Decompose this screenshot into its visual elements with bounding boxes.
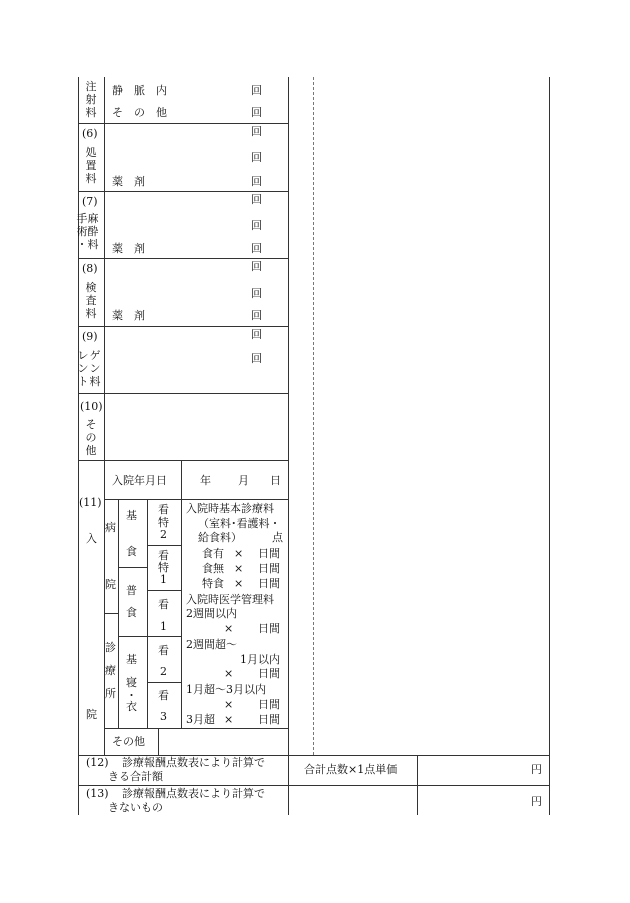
adm-other-divider bbox=[158, 728, 159, 755]
bedding-2: 寝 bbox=[126, 676, 137, 689]
nurse-1-a: 看 bbox=[158, 598, 169, 611]
treatment-drug: 薬 剤 bbox=[112, 175, 145, 188]
row13-number: (13) bbox=[86, 787, 109, 800]
xray-label-b: ゲ ン 料 bbox=[89, 349, 101, 388]
nurse-sp1-c: 1 bbox=[160, 573, 167, 586]
injection-other: そ の 他 bbox=[112, 106, 167, 119]
exam-number: (8) bbox=[82, 262, 98, 275]
treatment-unit-3: 回 bbox=[251, 175, 262, 188]
nurse-sp1-a: 看 bbox=[158, 549, 169, 562]
exam-drug: 薬 剤 bbox=[112, 309, 145, 322]
within-2w-days: 日間 bbox=[258, 622, 280, 635]
admission-date-label: 入院年月日 bbox=[112, 474, 167, 487]
within-2w: 2週間以内 bbox=[186, 607, 237, 620]
admission-label-top: 入 bbox=[86, 532, 97, 545]
xray-unit-2: 回 bbox=[251, 352, 262, 365]
adm-other-top bbox=[104, 728, 288, 729]
nurse-sp2-c: 2 bbox=[160, 528, 167, 541]
clinic-label-2: 療 bbox=[105, 664, 116, 677]
anesthesia-number: (7) bbox=[82, 195, 98, 208]
nurse-2-c: 2 bbox=[160, 665, 167, 678]
injection-other-unit: 回 bbox=[251, 106, 262, 119]
within-1m-x: × bbox=[224, 667, 234, 680]
admission-month: 月 bbox=[238, 474, 249, 487]
meal-line-3-unit: 日間 bbox=[258, 577, 280, 590]
adm-nurse-sep4 bbox=[147, 682, 181, 683]
basic-fee-title: 入院時基本診療料 bbox=[186, 502, 274, 515]
treatment-unit-1: 回 bbox=[251, 125, 262, 138]
left-border bbox=[78, 77, 79, 815]
meal-regular-1: 普 bbox=[126, 584, 137, 597]
row12-text2: きる合計額 bbox=[108, 770, 163, 783]
meal-line-2-unit: 日間 bbox=[258, 562, 280, 575]
row13-text: 診療報酬点数表により計算で bbox=[122, 787, 265, 800]
sep-treatment bbox=[78, 191, 288, 192]
clinic-label-1: 診 bbox=[105, 641, 116, 654]
bedding-4: 衣 bbox=[126, 700, 137, 713]
treatment-unit-2: 回 bbox=[251, 151, 262, 164]
nurse-sp1-b: 特 bbox=[158, 561, 169, 574]
admission-other: その他 bbox=[112, 735, 145, 748]
basic-fee-sub: （室料･看護料・ bbox=[198, 517, 281, 530]
admission-day: 日 bbox=[270, 474, 281, 487]
adm-meal-sep2 bbox=[118, 636, 147, 637]
adm-nurse-sep1 bbox=[147, 545, 181, 546]
treatment-number: (6) bbox=[82, 127, 98, 140]
other-label: そ の 他 bbox=[85, 418, 97, 457]
adm-date-bottom bbox=[104, 499, 288, 500]
med-mgmt-title: 入院時医学管理料 bbox=[186, 593, 274, 606]
bedding-3: ・ bbox=[126, 689, 137, 702]
adm-nurse-sep2 bbox=[147, 590, 181, 591]
bedding-1: 基 bbox=[126, 653, 137, 666]
anesthesia-unit-2: 回 bbox=[251, 219, 262, 232]
meal-line-1-unit: 日間 bbox=[258, 547, 280, 560]
nurse-sp2-b: 特 bbox=[158, 516, 169, 529]
nurse-2-a: 看 bbox=[158, 644, 169, 657]
injection-iv-unit: 回 bbox=[251, 84, 262, 97]
anesthesia-unit-1: 回 bbox=[251, 193, 262, 206]
sep-other bbox=[78, 460, 288, 461]
exam-label: 検 査 料 bbox=[85, 281, 97, 320]
exam-unit-1: 回 bbox=[251, 260, 262, 273]
adm-meal-divider bbox=[147, 499, 148, 728]
anesthesia-drug: 薬 剤 bbox=[112, 242, 145, 255]
anesthesia-label-a: 麻 酔 料 bbox=[87, 212, 99, 251]
other-number: (10) bbox=[80, 400, 103, 413]
sep-xray bbox=[78, 393, 288, 394]
within-2w-x: × bbox=[224, 622, 234, 635]
meal-line-1-name: 食有 bbox=[202, 547, 224, 560]
m1to3-days: 日間 bbox=[258, 698, 280, 711]
hospital-label-2: 院 bbox=[105, 578, 116, 591]
meal-line-3-x: × bbox=[234, 577, 244, 590]
sep-exam bbox=[78, 326, 288, 327]
meal-line-2-name: 食無 bbox=[202, 562, 224, 575]
treatment-label: 処 置 料 bbox=[85, 146, 97, 185]
anesthesia-label-b: 手 術 ・ bbox=[76, 212, 88, 251]
meal-basic-2: 食 bbox=[126, 545, 137, 558]
injection-iv: 静 脈 内 bbox=[112, 84, 167, 97]
admission-number: (11) bbox=[79, 496, 102, 509]
row12-yen: 円 bbox=[531, 763, 542, 776]
exam-unit-2: 回 bbox=[251, 287, 262, 300]
xray-unit-1: 回 bbox=[251, 328, 262, 341]
row13-yen: 円 bbox=[531, 795, 542, 808]
meal-regular-2: 食 bbox=[126, 606, 137, 619]
hospital-label-1: 病 bbox=[105, 521, 116, 534]
sep-anesthesia bbox=[78, 258, 288, 259]
xray-label-a: レ ン ト bbox=[77, 349, 89, 388]
col-divider bbox=[288, 77, 289, 815]
within-1m: 1月以内 bbox=[240, 653, 280, 666]
basic-fee-sub2: 給食料） bbox=[198, 531, 242, 544]
meal-line-1-x: × bbox=[234, 547, 244, 560]
row12-text: 診療報酬点数表により計算で bbox=[122, 756, 265, 769]
row12-number: (12) bbox=[86, 756, 109, 769]
row13-text2: きないもの bbox=[108, 801, 163, 814]
meal-line-3-name: 特食 bbox=[202, 577, 224, 590]
m1to3-x: × bbox=[224, 698, 234, 711]
within-1m-days: 日間 bbox=[258, 667, 280, 680]
over-3m-days: 日間 bbox=[258, 713, 280, 726]
adm-nurse-sep3 bbox=[147, 636, 181, 637]
nurse-3-c: 3 bbox=[160, 710, 167, 723]
injection-label: 注 射 料 bbox=[85, 80, 97, 119]
meal-line-2-x: × bbox=[234, 562, 244, 575]
nurse-1-c: 1 bbox=[160, 620, 167, 633]
nurse-sp2-a: 看 bbox=[158, 503, 169, 516]
sep-injection bbox=[78, 123, 288, 124]
right-border bbox=[549, 77, 550, 815]
row12-formula: 合計点数×1点単価 bbox=[304, 763, 398, 776]
adm-type-divider bbox=[118, 499, 119, 728]
adm-meal-sep1 bbox=[118, 567, 147, 568]
dashed-divider bbox=[313, 77, 314, 755]
clinic-label-3: 所 bbox=[105, 687, 116, 700]
exam-unit-3: 回 bbox=[251, 309, 262, 322]
adm-hc-sep bbox=[104, 613, 118, 614]
nurse-3-a: 看 bbox=[158, 689, 169, 702]
anesthesia-unit-3: 回 bbox=[251, 242, 262, 255]
over-2w: 2週間超～ bbox=[186, 638, 237, 651]
m1to3: 1月超～3月以内 bbox=[186, 683, 266, 696]
admission-year: 年 bbox=[200, 474, 211, 487]
basic-fee-points: 点 bbox=[272, 531, 283, 544]
row13-top bbox=[78, 785, 549, 786]
over-3m: 3月超 bbox=[186, 713, 215, 726]
over-3m-x: × bbox=[224, 713, 234, 726]
adm-date-divider bbox=[181, 460, 182, 728]
xray-number: (9) bbox=[82, 330, 98, 343]
meal-basic-1: 基 bbox=[126, 509, 137, 522]
admission-label-bottom: 院 bbox=[86, 708, 97, 721]
